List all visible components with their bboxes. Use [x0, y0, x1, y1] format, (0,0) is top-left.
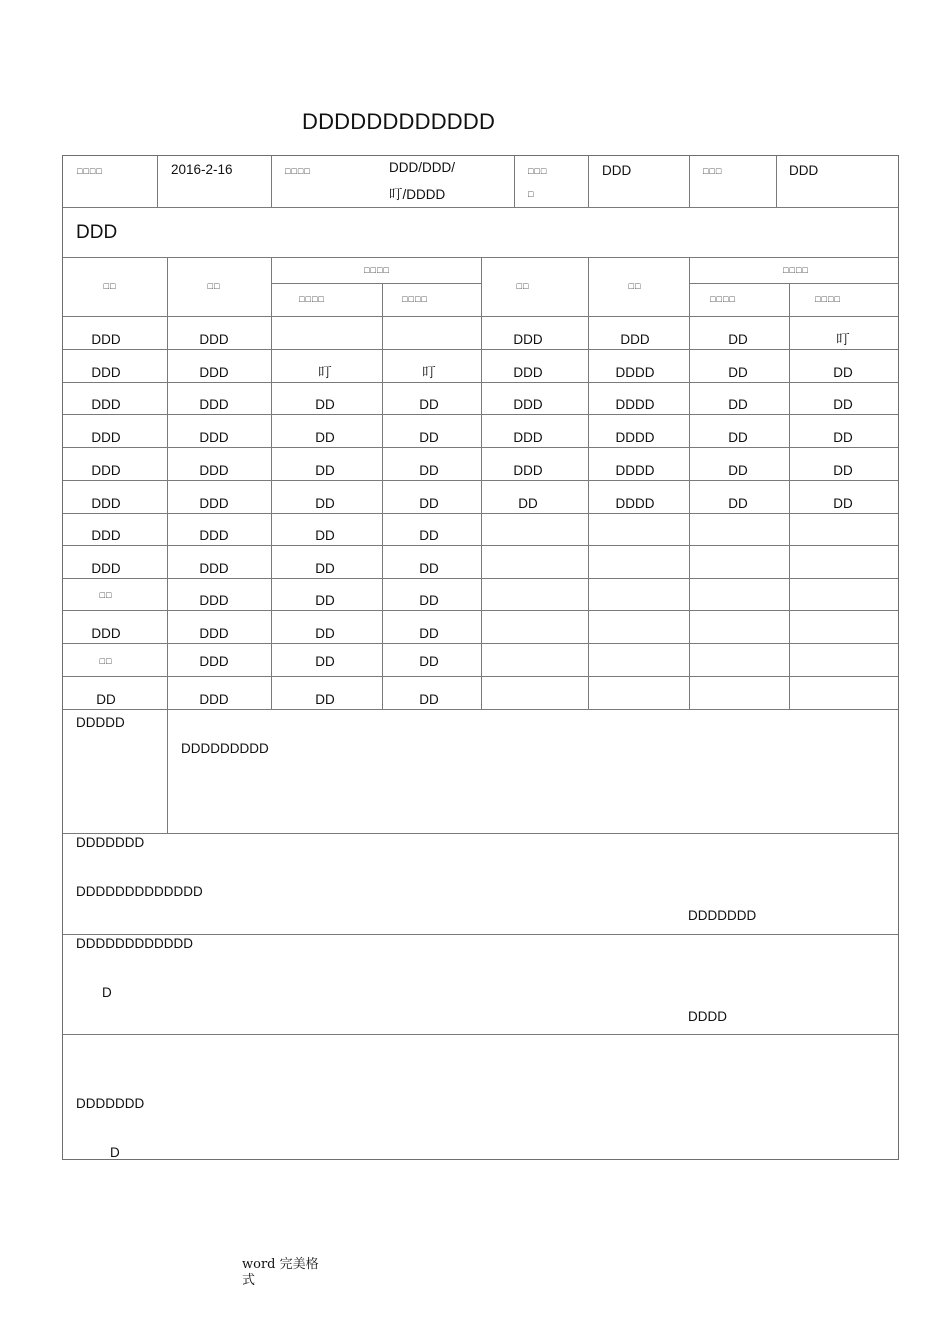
- table-cell: DD: [419, 561, 439, 576]
- footer-caption: word 完美格式: [242, 1257, 319, 1288]
- table-cell: DDDD: [615, 430, 655, 445]
- section1-title: DDDDDDD: [76, 835, 145, 850]
- table-cell: DDD: [91, 463, 121, 478]
- form-table: [62, 155, 899, 1160]
- section2-sign: DDDD: [688, 1009, 727, 1024]
- table-cell: DD: [315, 626, 335, 641]
- table-cell: DD: [833, 365, 853, 380]
- field4-label: □□□: [703, 166, 723, 176]
- table-cell: DD: [728, 365, 748, 380]
- table-cell: DD: [419, 692, 439, 707]
- field2-value-line1: DDD/DDD/: [389, 160, 455, 175]
- table-cell: DD: [728, 463, 748, 478]
- table-cell: DDD: [513, 365, 543, 380]
- table-cell: DD: [728, 430, 748, 445]
- col-left-group: □□□□: [364, 265, 390, 275]
- table-cell: DD: [315, 463, 335, 478]
- table-cell: DD: [419, 463, 439, 478]
- field2-label: □□□□: [285, 166, 311, 176]
- table-cell: DD: [833, 430, 853, 445]
- table-cell: DD: [833, 397, 853, 412]
- table-cell: DD: [315, 528, 335, 543]
- table-cell: DD: [419, 654, 439, 669]
- table-cell: DD: [419, 397, 439, 412]
- col-left-sub2: □□□□: [402, 294, 428, 304]
- table-cell: DDD: [199, 332, 229, 347]
- table-cell: 叮: [318, 365, 332, 380]
- section2-body: D: [102, 985, 112, 1000]
- col-left-name: □□: [103, 281, 117, 291]
- table-cell: DDDD: [615, 397, 655, 412]
- table-cell: 叮: [422, 365, 436, 380]
- table-cell: DDD: [91, 430, 121, 445]
- col-right-unit: □□: [628, 281, 642, 291]
- table-cell: DD: [419, 626, 439, 641]
- table-cell: DDDD: [615, 365, 655, 380]
- table-cell: DD: [728, 496, 748, 511]
- table-cell: DD: [315, 561, 335, 576]
- section3-body: D: [110, 1145, 120, 1160]
- col-right-group: □□□□: [783, 265, 809, 275]
- table-cell: DD: [833, 496, 853, 511]
- table-cell: DD: [728, 397, 748, 412]
- table-cell: DDD: [91, 365, 121, 380]
- col-left-sub1: □□□□: [299, 294, 325, 304]
- table-cell: DDD: [199, 593, 229, 608]
- table-cell: DDD: [199, 692, 229, 707]
- col-right-sub1: □□□□: [710, 294, 736, 304]
- table-cell: DD: [96, 692, 116, 707]
- table-cell: DD: [518, 496, 538, 511]
- table-cell: DDD: [199, 496, 229, 511]
- notes-text: DDDDDDDDD: [181, 741, 269, 756]
- table-cell: 叮: [836, 332, 850, 347]
- table-cell: DDD: [199, 365, 229, 380]
- table-cell: DDD: [513, 332, 543, 347]
- table-cell: DDD: [91, 496, 121, 511]
- field3-value: DDD: [602, 163, 632, 178]
- table-cell: DDD: [199, 528, 229, 543]
- table-cell: DD: [419, 430, 439, 445]
- table-cell: DDD: [91, 332, 121, 347]
- col-left-unit: □□: [207, 281, 221, 291]
- table-cell: DDD: [199, 463, 229, 478]
- section1-body: DDDDDDDDDDDDD: [76, 884, 203, 899]
- table-cell: DD: [315, 654, 335, 669]
- table-cell: DD: [419, 593, 439, 608]
- table-cell: DDD: [91, 626, 121, 641]
- table-cell: DDD: [199, 626, 229, 641]
- table-cell: DDDD: [615, 496, 655, 511]
- table-cell: DD: [315, 430, 335, 445]
- notes-label: DDDDD: [76, 715, 125, 730]
- table-cell: □□: [99, 656, 113, 666]
- table-cell: DDD: [199, 561, 229, 576]
- table-cell: DD: [833, 463, 853, 478]
- table-cell: DD: [315, 593, 335, 608]
- table-cell: DD: [728, 332, 748, 347]
- date-label: □□□□: [77, 166, 103, 176]
- field3-label-line2: □: [528, 189, 535, 199]
- table-cell: DDD: [199, 430, 229, 445]
- table-cell: DD: [419, 496, 439, 511]
- table-cell: DDD: [513, 430, 543, 445]
- table-cell: DD: [315, 397, 335, 412]
- table-cell: DDD: [513, 397, 543, 412]
- table-cell: DD: [419, 528, 439, 543]
- col-right-name: □□: [516, 281, 530, 291]
- date-value: 2016-2-16: [171, 162, 233, 177]
- table-cell: DDDD: [615, 463, 655, 478]
- table-cell: DDD: [513, 463, 543, 478]
- col-right-sub2: □□□□: [815, 294, 841, 304]
- table-cell: DDD: [199, 397, 229, 412]
- section3-title: DDDDDDD: [76, 1096, 145, 1111]
- field4-value: DDD: [789, 163, 819, 178]
- section1-sign: DDDDDDD: [688, 908, 757, 923]
- field3-label-line1: □□□: [528, 166, 548, 176]
- section2-title: DDDDDDDDDDDD: [76, 936, 193, 951]
- section-title: DDD: [76, 222, 118, 243]
- table-cell: DDD: [91, 561, 121, 576]
- table-cell: DDD: [91, 397, 121, 412]
- table-cell: DD: [315, 692, 335, 707]
- table-cell: DDD: [91, 528, 121, 543]
- page-title: DDDDDDDDDDDD: [302, 109, 496, 134]
- table-cell: DD: [315, 496, 335, 511]
- table-cell: DDD: [620, 332, 650, 347]
- table-cell: DDD: [199, 654, 229, 669]
- table-cell: □□: [99, 590, 113, 600]
- field2-value-line2: 叮/DDDD: [389, 187, 446, 202]
